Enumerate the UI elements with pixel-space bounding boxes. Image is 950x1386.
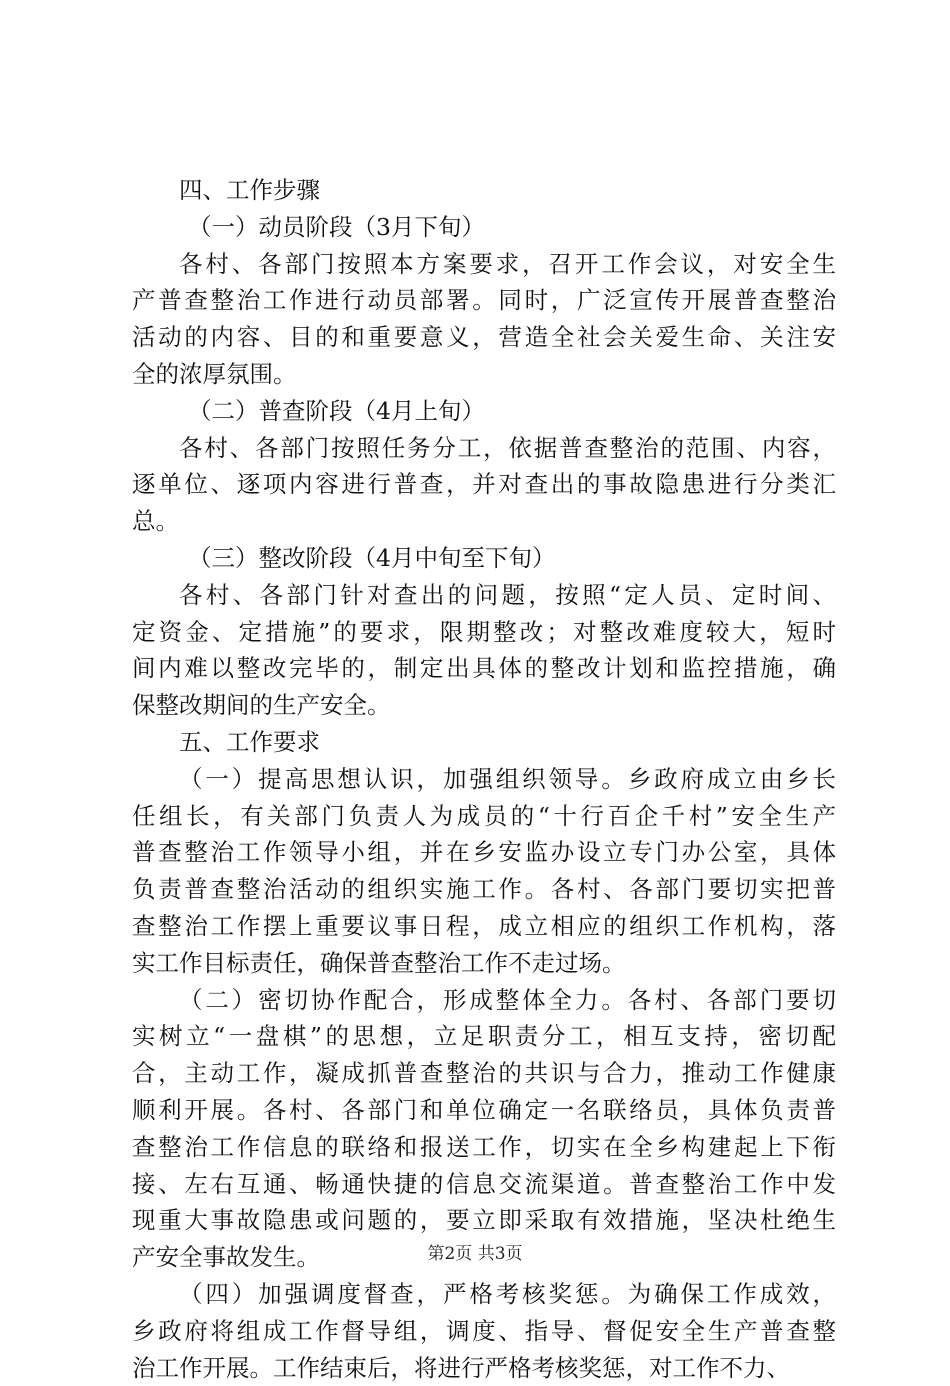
text-line: 总。: [132, 503, 836, 540]
text-line: （二）普查阶段（4月上旬）: [132, 393, 836, 430]
text-line: 查整治工作信息的联络和报送工作，切实在全乡构建起上下衔: [132, 1129, 836, 1166]
paragraph: [132, 1276, 836, 1386]
subsection-heading: [132, 393, 836, 430]
text-line: 各村、各部门按照任务分工，依据普查整治的范围、内容，: [132, 430, 836, 467]
subsection-heading: [132, 540, 836, 577]
text-line: 全的浓厚氛围。: [132, 356, 836, 393]
paragraph: [132, 577, 836, 724]
paragraph: [132, 430, 836, 540]
text-line: 各村、各部门按照本方案要求，召开工作会议，对安全生: [132, 246, 836, 283]
text-line: 保整改期间的生产安全。: [132, 687, 836, 724]
text-line: 负责普查整治活动的组织实施工作。各村、各部门要切实把普: [132, 871, 836, 908]
paragraph: [132, 982, 836, 1276]
paragraph: [132, 246, 836, 393]
text-line: 产普查整治工作进行动员部署。同时，广泛宣传开展普查整治: [132, 282, 836, 319]
paragraph: [132, 761, 836, 982]
section-heading: [132, 724, 836, 761]
text-line: （一）动员阶段（3月下旬）: [132, 209, 836, 246]
text-line: 五、工作要求: [132, 724, 836, 761]
text-line: （三）整改阶段（4月中旬至下旬）: [132, 540, 836, 577]
text-line: 逐单位、逐项内容进行普查，并对查出的事故隐患进行分类汇: [132, 466, 836, 503]
text-line: 四、工作步骤: [132, 172, 836, 209]
text-line: 乡政府将组成工作督导组，调度、指导、督促安全生产普查整: [132, 1313, 836, 1350]
text-line: 普查整治工作领导小组，并在乡安监办设立专门办公室，具体: [132, 834, 836, 871]
text-line: 活动的内容、目的和重要意义，营造全社会关爱生命、关注安: [132, 319, 836, 356]
text-line: 定资金、定措施”的要求，限期整改；对整改难度较大，短时: [132, 614, 836, 651]
text-line: 治工作开展。工作结束后，将进行严格考核奖惩，对工作不力、: [132, 1350, 836, 1386]
text-line: （一）提高思想认识，加强组织领导。乡政府成立由乡长: [132, 761, 836, 798]
text-line: 实工作目标责任，确保普查整治工作不走过场。: [132, 945, 836, 982]
text-line: 查整治工作摆上重要议事日程，成立相应的组织工作机构，落: [132, 908, 836, 945]
document-body: [132, 172, 836, 1386]
section-heading: [132, 172, 836, 209]
text-line: 任组长，有关部门负责人为成员的“十行百企千村”安全生产: [132, 798, 836, 835]
text-line: 产安全事故发生。: [132, 1239, 836, 1276]
text-line: 各村、各部门针对查出的问题，按照“定人员、定时间、: [132, 577, 836, 614]
text-line: 实树立“一盘棋”的思想，立足职责分工，相互支持，密切配: [132, 1018, 836, 1055]
text-line: 现重大事故隐患或问题的，要立即采取有效措施，坚决杜绝生: [132, 1202, 836, 1239]
text-line: （四）加强调度督查，严格考核奖惩。为确保工作成效，: [132, 1276, 836, 1313]
text-line: 接、左右互通、畅通快捷的信息交流渠道。普查整治工作中发: [132, 1166, 836, 1203]
text-line: （二）密切协作配合，形成整体全力。各村、各部门要切: [132, 982, 836, 1019]
page-footer: 第2页 共3页: [0, 1243, 950, 1265]
subsection-heading: [132, 209, 836, 246]
text-line: 间内难以整改完毕的，制定出具体的整改计划和监控措施，确: [132, 650, 836, 687]
text-line: 顺利开展。各村、各部门和单位确定一名联络员，具体负责普: [132, 1092, 836, 1129]
text-line: 合，主动工作，凝成抓普查整治的共识与合力，推动工作健康: [132, 1055, 836, 1092]
